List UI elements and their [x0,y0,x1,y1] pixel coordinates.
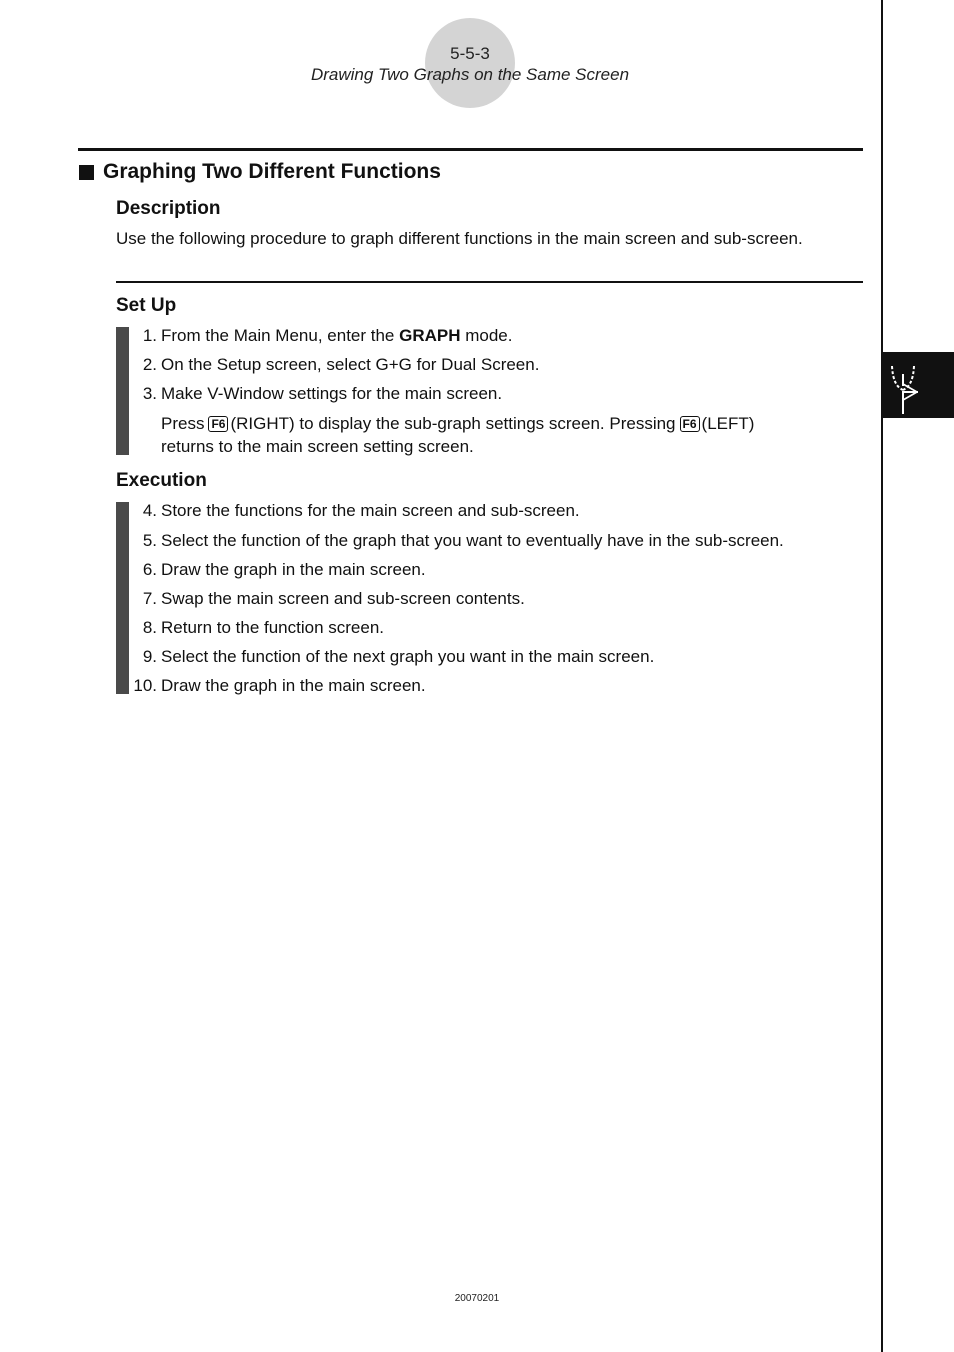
step-number: 4. [142,501,157,520]
square-bullet-icon [79,165,94,180]
step-number: 9. [142,647,157,666]
step-number: 5. [142,531,157,550]
graph-mode-label: GRAPH [399,326,461,345]
execution-bar [116,502,129,694]
section-title [79,160,441,184]
setup-step-2: 2. On the Setup screen, select G+G for Dual Screen. [142,355,540,374]
execution-step-6: 6. Draw the graph in the main screen. [142,560,426,579]
step-number: 6. [142,560,157,579]
graph-icon [883,352,954,418]
description-heading: Description [116,198,221,219]
step-number: 8. [142,618,157,637]
chapter-tab[interactable] [883,352,954,418]
execution-step-9: 9. Select the function of the next graph you want in the main screen. [142,647,655,666]
margin-rule [881,0,883,1352]
setup-bar [116,327,129,455]
execution-step-10: 10. Draw the graph in the main screen. [133,676,426,695]
running-title: Drawing Two Graphs on the Same Screen [310,65,630,84]
step-number: 1. [142,326,157,345]
setup-heading: Set Up [116,295,177,316]
execution-step-8: 8. Return to the function screen. [142,618,385,637]
divider-rule [116,281,863,283]
footer-code: 20070201 [454,1293,500,1304]
description-text: Use the following procedure to graph different functions in the main screen and sub-screen. [116,229,803,248]
execution-step-7: 7. Swap the main screen and sub-screen contents. [142,589,525,608]
section-rule [78,148,863,151]
execution-heading: Execution [116,470,207,491]
step-number: 2. [142,355,157,374]
execution-step-4: 4. Store the functions for the main screen and sub-screen. [142,501,580,520]
page-number: 5-5-3 [450,44,490,63]
setup-step-3: 3. Make V-Window settings for the main screen. [142,384,503,403]
step-number: 10. [133,676,157,695]
step-number: 7. [142,589,157,608]
f6-key-icon: F6 [208,416,228,432]
setup-note: Press F6 (RIGHT) to display the sub-graph settings screen. Pressing F6 (LEFT) returns to the main screen setting screen. [161,414,755,456]
section-title-text: Graphing Two Different Functions [103,160,441,183]
execution-step-5: 5. Select the function of the graph that you want to eventually have in the sub-screen. [142,531,784,550]
step-number: 3. [142,384,157,403]
f6-key-icon: F6 [680,416,700,432]
setup-step-1: 1. From the Main Menu, enter the GRAPH mode. [142,326,513,345]
